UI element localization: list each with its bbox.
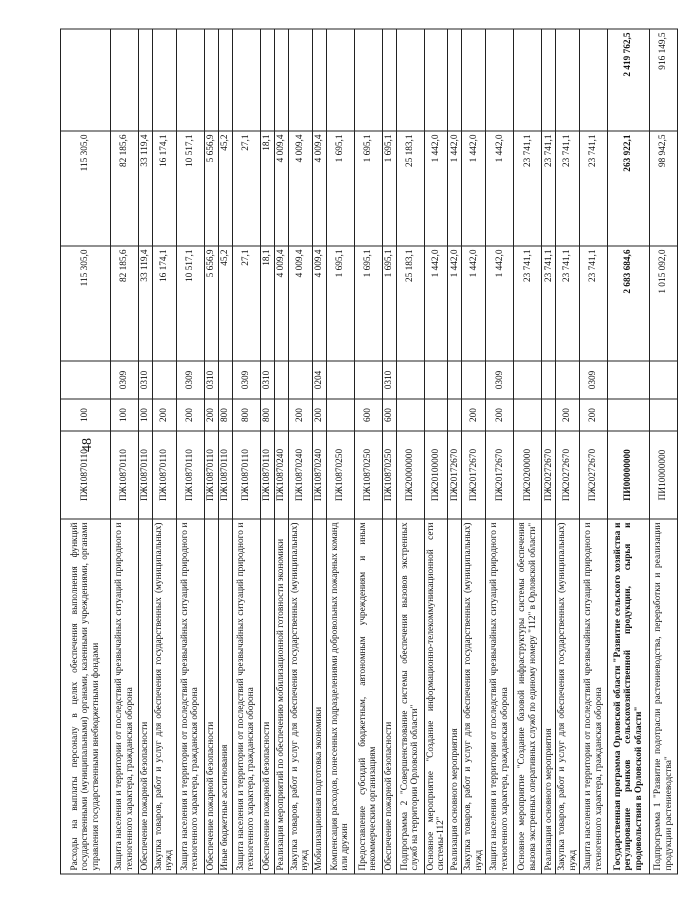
row-amount-2 [514,29,542,131]
row-name: Закупка товаров, работ и услуг для обеспечения государственных (муниципальных) нужд [556,519,580,874]
table-row [176,29,204,874]
row-name: Реализация основного мероприятия [448,519,462,874]
table-row [542,29,556,874]
row-section: 0310 [204,361,218,399]
row-code: ПЖ20172670 [448,431,462,519]
row-name: Иные бюджетные ассигнования [218,519,232,874]
row-amount-2 [312,29,326,131]
row-section: 0204 [312,361,326,399]
row-amount-2 [326,29,354,131]
row-expense-type: 600 [354,399,382,431]
row-amount-1: 23 741,1 [542,131,556,246]
page-number: 48 [80,438,95,452]
row-amount-1: 23 741,1 [514,131,542,246]
row-amount-2 [274,29,288,131]
row-code: ПЖ10870110 [61,431,111,519]
row-name: Государственная программа Орловской области "Развитие сельского хозяйства и регулирование рынков сельскохозяйственной продукции, сырья и продовольствия в Орловской области" [608,519,650,874]
row-section [396,361,424,399]
row-section [61,361,111,399]
row-name: Закупка товаров, работ и услуг для обеспечения государственных (муниципальных) нужд [462,519,486,874]
row-expense-type: 800 [260,399,274,431]
row-code: ПЖ20272670 [556,431,580,519]
table-row [204,29,218,874]
table-row [326,29,354,874]
table-row [288,29,312,874]
table-row [608,29,650,874]
row-section [650,361,678,399]
row-section: 0309 [486,361,514,399]
row-total: 115 305,0 [61,246,111,361]
row-amount-2: 916 149,5 [650,29,678,131]
row-total: 1 442,0 [424,246,448,361]
row-expense-type: 200 [580,399,608,431]
row-amount-1: 98 942,5 [650,131,678,246]
row-section [274,361,288,399]
row-code: ПЖ10870110 [218,431,232,519]
row-amount-1: 18,1 [260,131,274,246]
row-expense-type [326,399,354,431]
table-row [486,29,514,874]
row-section: 0309 [232,361,260,399]
row-expense-type: 200 [153,399,177,431]
row-name: Закупка товаров, работ и услуг для обеспечения государственных (муниципальных) нужд [153,519,177,874]
row-total: 1 695,1 [354,246,382,361]
row-section [288,361,312,399]
row-name: Обеспечение пожарной безопасности [139,519,153,874]
row-name: Расходы на выплаты персоналу в целях обеспечения выполнения функций государственными (муниципальными) органами, казенными учреждениями, органами управления государственными внебюджетными фондами [61,519,111,874]
rotated-page [60,30,674,875]
row-expense-type: 200 [462,399,486,431]
row-amount-2 [61,29,111,131]
table-row [153,29,177,874]
row-section: 0309 [111,361,139,399]
row-name: Предоставление субсидий бюджетным, автономным учреждениям и иным некоммерческим организациям [354,519,382,874]
row-name: Обеспечение пожарной безопасности [382,519,396,874]
row-name: Защита населения и территории от последствий чрезвычайных ситуаций природного и техногенного характера, гражданская оборона [486,519,514,874]
row-section: 0309 [176,361,204,399]
table-row [218,29,232,874]
row-amount-2 [204,29,218,131]
row-section [542,361,556,399]
row-section [326,361,354,399]
row-expense-type [396,399,424,431]
row-expense-type [448,399,462,431]
row-code: ПЖ10870110 [204,431,218,519]
row-amount-1: 4 009,4 [288,131,312,246]
row-expense-type: 200 [486,399,514,431]
row-expense-type: 200 [312,399,326,431]
row-section: 0309 [580,361,608,399]
table-row [354,29,382,874]
row-expense-type [274,399,288,431]
row-amount-1: 25 183,1 [396,131,424,246]
row-amount-2 [542,29,556,131]
row-code: ПЖ10870110 [139,431,153,519]
table-row [312,29,326,874]
row-code: ПЖ10870110 [153,431,177,519]
row-name: Защита населения и территории от последствий чрезвычайных ситуаций природного и техногенного характера, гражданская оборона [232,519,260,874]
row-code: ПЖ10870110 [232,431,260,519]
row-expense-type [608,399,650,431]
table-row [260,29,274,874]
row-total: 16 174,1 [153,246,177,361]
row-code: ПЖ20172670 [486,431,514,519]
row-name: Реализация основного мероприятия [542,519,556,874]
row-name: Обеспечение пожарной безопасности [260,519,274,874]
row-amount-1: 45,2 [218,131,232,246]
row-name: Подпрограмма 1 "Развитие подотрасли растениеводства, переработки и реализации продукции растениеводства" [650,519,678,874]
row-total: 1 695,1 [326,246,354,361]
row-code: ПЖ10870110 [176,431,204,519]
row-name: Мобилизационная подготовка экономики [312,519,326,874]
row-section: 0310 [382,361,396,399]
row-expense-type [514,399,542,431]
row-expense-type: 100 [139,399,153,431]
budget-table [60,29,678,875]
row-section [608,361,650,399]
row-code: ПЖ10870240 [288,431,312,519]
row-expense-type [542,399,556,431]
row-expense-type: 100 [111,399,139,431]
row-amount-1: 5 656,9 [204,131,218,246]
row-code: ПИ00000000 [608,431,650,519]
row-total: 1 695,1 [382,246,396,361]
row-code: ПЖ10870250 [354,431,382,519]
row-total: 1 442,0 [486,246,514,361]
row-total: 5 656,9 [204,246,218,361]
row-amount-2 [448,29,462,131]
row-amount-1: 1 695,1 [382,131,396,246]
row-total: 2 683 684,6 [608,246,650,361]
row-amount-2 [556,29,580,131]
row-total: 23 741,1 [556,246,580,361]
row-amount-2 [382,29,396,131]
row-code: ПЖ20272670 [542,431,556,519]
row-name: Защита населения и территории от последствий чрезвычайных ситуаций природного и техногенного характера, гражданская оборона [176,519,204,874]
table-body [61,29,678,874]
row-name: Обеспечение пожарной безопасности [204,519,218,874]
row-amount-1: 1 695,1 [354,131,382,246]
row-section [354,361,382,399]
row-total: 23 741,1 [514,246,542,361]
row-name: Защита населения и территории от последствий чрезвычайных ситуаций природного и техногенного характера, гражданская оборона [580,519,608,874]
row-total: 1 442,0 [448,246,462,361]
row-section [424,361,448,399]
row-amount-2: 2 419 762,5 [608,29,650,131]
row-amount-1: 23 741,1 [556,131,580,246]
row-code: ПЖ10870240 [274,431,288,519]
row-section [514,361,542,399]
row-code: ПЖ10870250 [382,431,396,519]
row-expense-type: 200 [288,399,312,431]
row-amount-2 [232,29,260,131]
row-name: Защита населения и территории от последствий чрезвычайных ситуаций природного и техногенного характера, гражданская оборона [111,519,139,874]
row-section: 0310 [260,361,274,399]
table-row [139,29,153,874]
row-code: ПИ10000000 [650,431,678,519]
row-expense-type [424,399,448,431]
row-code: ПЖ10870250 [326,431,354,519]
row-amount-1: 4 009,4 [274,131,288,246]
row-name: Подпрограмма 2 "Совершенствование системы обеспечения вызовов экстренных служб на территории Орловской области" [396,519,424,874]
table-row [462,29,486,874]
row-expense-type: 200 [204,399,218,431]
row-name: Закупка товаров, работ и услуг для обеспечения государственных (муниципальных) нужд [288,519,312,874]
table-row [448,29,462,874]
row-code: ПЖ10870110 [111,431,139,519]
row-section: 0310 [139,361,153,399]
row-amount-1: 1 695,1 [326,131,354,246]
table-row [556,29,580,874]
row-section [556,361,580,399]
row-total: 33 119,4 [139,246,153,361]
row-total: 4 009,4 [312,246,326,361]
row-code: ПЖ10870110 [260,431,274,519]
row-total: 25 183,1 [396,246,424,361]
row-amount-2 [139,29,153,131]
row-expense-type: 800 [218,399,232,431]
row-amount-2 [218,29,232,131]
row-amount-2 [462,29,486,131]
table-row [514,29,542,874]
row-amount-1: 27,1 [232,131,260,246]
table-row [232,29,260,874]
row-amount-1: 115 305,0 [61,131,111,246]
table-row [274,29,288,874]
row-section [153,361,177,399]
row-total: 18,1 [260,246,274,361]
row-amount-2 [176,29,204,131]
row-total: 1 015 092,0 [650,246,678,361]
row-amount-2 [260,29,274,131]
row-section [462,361,486,399]
row-total: 23 741,1 [580,246,608,361]
row-total: 4 009,4 [274,246,288,361]
row-total: 10 517,1 [176,246,204,361]
row-name: Реализация мероприятий по обеспечению мобилизационной готовности экономики [274,519,288,874]
row-code: ПЖ20100000 [424,431,448,519]
row-expense-type: 100 [61,399,111,431]
table-row [382,29,396,874]
row-amount-1: 1 442,0 [448,131,462,246]
row-total: 23 741,1 [542,246,556,361]
row-amount-2 [111,29,139,131]
row-name: Основное мероприятие "Создание информационно-телекоммуникационной сети системы-112" [424,519,448,874]
row-amount-1: 1 442,0 [424,131,448,246]
row-amount-1: 82 185,6 [111,131,139,246]
row-amount-1: 33 119,4 [139,131,153,246]
row-code: ПЖ10870240 [312,431,326,519]
row-amount-1: 263 922,1 [608,131,650,246]
table-row [111,29,139,874]
row-amount-2 [354,29,382,131]
row-expense-type [650,399,678,431]
row-code: ПЖ20000000 [396,431,424,519]
row-amount-1: 23 741,1 [580,131,608,246]
row-total: 45,2 [218,246,232,361]
table-row [396,29,424,874]
row-amount-1: 16 174,1 [153,131,177,246]
row-code: ПЖ20272670 [580,431,608,519]
row-expense-type: 200 [176,399,204,431]
row-section [448,361,462,399]
row-amount-2 [153,29,177,131]
row-amount-1: 1 442,0 [486,131,514,246]
row-amount-2 [288,29,312,131]
table-row [580,29,608,874]
row-expense-type: 200 [556,399,580,431]
table-row [424,29,448,874]
row-amount-2 [424,29,448,131]
row-name: Компенсация расходов, понесенных подразделениями добровольных пожарных команд или дружин [326,519,354,874]
row-total: 82 185,6 [111,246,139,361]
row-amount-2 [396,29,424,131]
row-amount-2 [486,29,514,131]
table-row [650,29,678,874]
row-code: ПЖ20200000 [514,431,542,519]
row-total: 1 442,0 [462,246,486,361]
row-section [218,361,232,399]
row-code: ПЖ20172670 [462,431,486,519]
table-row [61,29,111,874]
row-expense-type: 600 [382,399,396,431]
row-amount-1: 1 442,0 [462,131,486,246]
row-total: 4 009,4 [288,246,312,361]
row-expense-type: 800 [232,399,260,431]
row-amount-1: 4 009,4 [312,131,326,246]
row-amount-1: 10 517,1 [176,131,204,246]
row-amount-2 [580,29,608,131]
row-total: 27,1 [232,246,260,361]
row-name: Основное мероприятие "Создание базовой инфраструктуры системы обеспечения вызова экстренных оперативных служб по единому номеру "112" в Орловской области" [514,519,542,874]
